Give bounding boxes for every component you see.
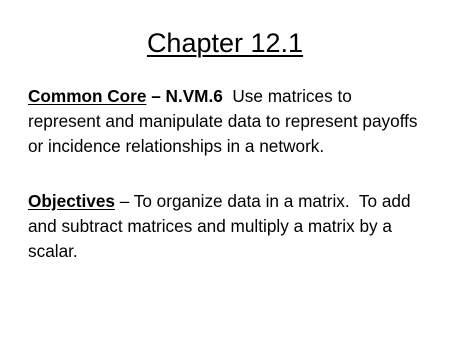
objectives-text: To organize data in a matrix. To add and subtract matrices and multiply a matrix by a scalar. (28, 191, 416, 261)
common-core-dash: – (146, 86, 166, 106)
objectives-label: Objectives (28, 191, 115, 211)
common-core-text: Use matrices to represent and manipulate data to represent payoffs or incidence relationships in a network. (28, 86, 423, 156)
standard-code: N.VM.6 (165, 86, 223, 106)
objectives-dash: – (114, 191, 134, 211)
objectives-paragraph (28, 189, 428, 264)
slide-title: Chapter 12.1 (146, 28, 304, 58)
common-core-paragraph (28, 84, 428, 159)
common-core-label: Common Core (28, 86, 147, 106)
